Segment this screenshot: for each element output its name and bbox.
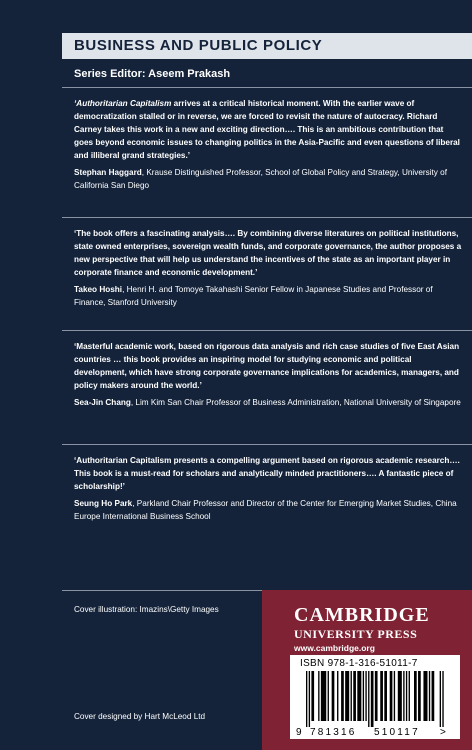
barcode-digits-right: 510117 — [374, 727, 420, 738]
endorsement-park — [74, 454, 464, 523]
series-editor: Series Editor: Aseem Prakash — [74, 68, 231, 80]
endorsement-quote — [74, 227, 464, 279]
barcode-bar — [365, 671, 366, 721]
quote-text: ‘Authoritarian Capitalism presents a compelling argument based on rigorous academic research…. This book is a must-read for scholars and analytically minded practitioners…. A fantastic piece of scholarship!’ — [74, 456, 460, 491]
barcode-bar — [328, 671, 329, 721]
endorsement-quote — [74, 454, 464, 493]
isbn-label: ISBN 978-1-316-51011-7 — [300, 658, 418, 669]
barcode-bar — [442, 671, 443, 727]
barcode-bar — [384, 671, 387, 721]
barcode-bar — [332, 671, 335, 721]
barcode-bar — [306, 671, 307, 727]
barcode-graphic — [290, 655, 460, 739]
cover-illustration-credit: Cover illustration: Imazins\Getty Images — [74, 605, 219, 614]
barcode-bar — [380, 671, 383, 721]
barcode-bar — [429, 671, 430, 721]
endorsement-quote — [74, 340, 464, 392]
divider — [62, 217, 472, 218]
endorsement-chang — [74, 340, 464, 409]
barcode-bar — [414, 671, 417, 721]
barcode-bar — [406, 671, 407, 721]
endorsement-attribution — [74, 497, 464, 523]
barcode-bar — [309, 671, 310, 727]
barcode-bar — [351, 671, 352, 721]
barcode-bar — [375, 671, 378, 721]
publisher-url: www.cambridge.org — [294, 643, 375, 653]
series-title: BUSINESS AND PUBLIC POLICY — [74, 37, 323, 54]
endorser-affiliation: , Parkland Chair Professor and Director of the Center for Emerging Market Studies, China Europe International Business School — [74, 499, 457, 521]
barcode-bar — [390, 671, 393, 721]
barcode-bar — [440, 671, 441, 727]
isbn-barcode — [290, 655, 460, 739]
barcode-bar — [403, 671, 404, 721]
endorsement-attribution — [74, 283, 464, 309]
barcode-bar — [394, 671, 395, 721]
barcode-trailer: > — [440, 727, 446, 738]
barcode-digit-first: 9 — [296, 727, 302, 738]
barcode-bar — [341, 671, 344, 721]
barcode-bar — [409, 671, 410, 721]
barcode-bars — [306, 671, 444, 727]
divider — [62, 87, 472, 88]
barcode-bar — [357, 671, 361, 721]
barcode-bar — [353, 671, 356, 721]
barcode-bar — [318, 671, 319, 721]
endorsement-attribution — [74, 166, 464, 192]
endorser-affiliation: , Krause Distinguished Professor, School of Global Policy and Strategy, University of California San Diego — [74, 168, 448, 190]
divider — [62, 444, 472, 445]
barcode-digits-left: 781316 — [310, 727, 357, 738]
barcode-bar — [321, 671, 326, 721]
barcode-bar — [345, 671, 349, 721]
endorser-name: Stephan Haggard — [74, 168, 142, 177]
cover-design-credit: Cover designed by Hart McLeod Ltd — [74, 712, 206, 721]
endorser-name: Takeo Hoshi — [74, 285, 123, 294]
barcode-bar — [432, 671, 435, 721]
endorsement-haggard — [74, 97, 464, 192]
publisher-logo-name: CAMBRIDGE — [294, 604, 430, 626]
barcode-bar — [418, 671, 421, 721]
divider — [62, 330, 472, 331]
endorsement-quote — [74, 97, 464, 162]
endorser-name: Sea-Jin Chang — [74, 398, 131, 407]
quote-text: ‘Masterful academic work, based on rigorous data analysis and rich case studies of five East Asian countries … this book provides an inspiring model for studying economic and political development, which have strong corporate governance implications for academics, managers, and policy makers around the world.’ — [74, 342, 460, 390]
endorser-name: Seung Ho Park — [74, 499, 133, 508]
quote-text: arrives at a critical historical moment. With the earlier wave of democratization stalled or in reverse, we are forced to revisit the nature of autocracy. Richard Carney takes this work in a new and exciting direction…. This is an ambitious contribution that goes beyond economic issues to changing politics in the Asia-Pacific and even questions of liberal and illiberal grand strategies.’ — [74, 99, 460, 160]
quote-text: ‘The book offers a fascinating analysis…. By combining diverse literatures on political institutions, state owned enterprises, sovereign wealth funds, and corporate governance, the author proposes a new perspective that will help us understand the incentives of the state as an important player in corporate finance and economic development.’ — [74, 229, 462, 277]
endorsement-attribution — [74, 396, 464, 409]
barcode-bar — [311, 671, 314, 721]
quote-book-title: ‘Authoritarian Capitalism — [74, 99, 172, 108]
barcode-bar — [337, 671, 338, 721]
barcode-bar — [363, 671, 364, 721]
barcode-bar — [423, 671, 427, 721]
barcode-bar — [371, 671, 374, 727]
publisher-logo-subname: UNIVERSITY PRESS — [294, 627, 418, 641]
endorser-affiliation: , Henri H. and Tomoye Takahashi Senior Fellow in Japanese Studies and Professor of Finance, Stanford University — [74, 285, 433, 307]
endorser-affiliation: , Lim Kim San Chair Professor of Business Administration, National University of Singapore — [130, 398, 461, 407]
barcode-bar — [368, 671, 369, 727]
barcode-bar — [398, 671, 402, 721]
endorsement-hoshi — [74, 227, 464, 309]
